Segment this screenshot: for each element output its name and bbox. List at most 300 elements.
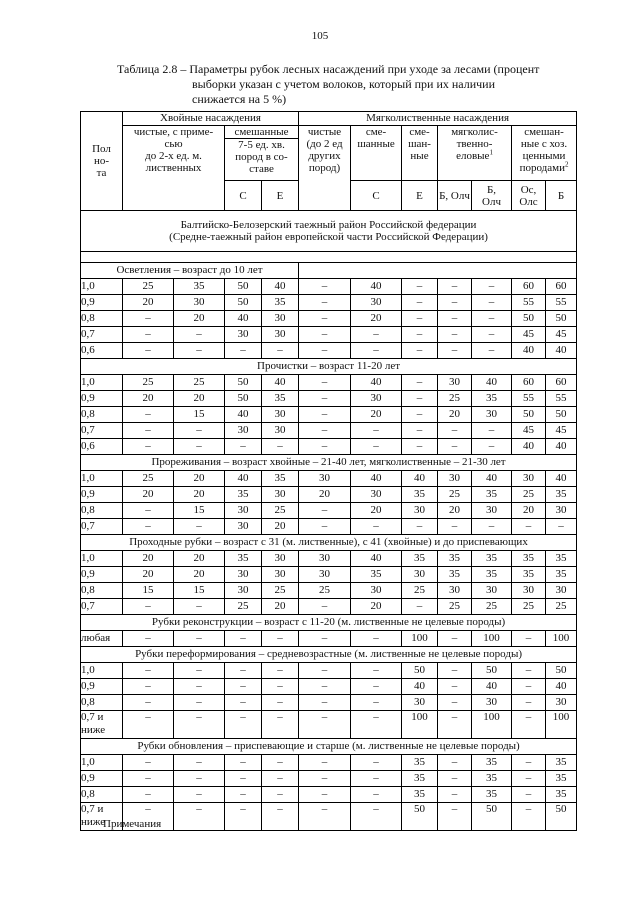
value-cell: – xyxy=(225,343,262,359)
value-cell: – xyxy=(262,803,299,831)
value-cell: 35 xyxy=(472,487,512,503)
value-cell: 30 xyxy=(174,295,225,311)
value-cell: – xyxy=(512,663,546,679)
value-cell: 30 xyxy=(299,471,351,487)
spacer-row xyxy=(81,252,577,263)
table-row xyxy=(81,279,577,295)
polnota-cell: 1,0 xyxy=(81,551,123,567)
value-cell: 60 xyxy=(512,375,546,391)
value-cell: 20 xyxy=(299,487,351,503)
value-cell: – xyxy=(438,755,472,771)
notes-label: Примечания xyxy=(103,818,162,830)
header-coniferous-pure: чистые, с приме- сью до 2-х ед. м. лиственных xyxy=(123,126,225,211)
value-cell: – xyxy=(225,439,262,455)
value-cell: 40 xyxy=(402,471,438,487)
value-cell: – xyxy=(225,771,262,787)
footnote-mark-2: 2 xyxy=(564,160,569,169)
value-cell: – xyxy=(262,771,299,787)
value-cell: 40 xyxy=(546,439,577,455)
value-cell: 50 xyxy=(225,295,262,311)
table-row xyxy=(81,711,577,739)
table-row xyxy=(81,391,577,407)
value-cell: 30 xyxy=(225,567,262,583)
value-cell: – xyxy=(299,439,351,455)
value-cell: – xyxy=(225,679,262,695)
value-cell: 35 xyxy=(546,787,577,803)
header-softwood: Мягколиственные насаждения xyxy=(299,112,577,126)
value-cell: – xyxy=(438,663,472,679)
value-cell: 25 xyxy=(512,599,546,615)
header-species-1: Е xyxy=(262,181,299,211)
header-softwood-spruce-label: мягколис- твенно- еловые xyxy=(451,126,498,162)
value-cell: 30 xyxy=(438,583,472,599)
value-cell: – xyxy=(299,327,351,343)
value-cell: 40 xyxy=(262,279,299,295)
value-cell: 40 xyxy=(512,439,546,455)
value-cell: – xyxy=(472,423,512,439)
value-cell: 30 xyxy=(299,567,351,583)
value-cell: 50 xyxy=(225,375,262,391)
value-cell: – xyxy=(472,519,512,535)
value-cell: – xyxy=(299,375,351,391)
value-cell: 50 xyxy=(402,663,438,679)
table-caption xyxy=(117,62,577,107)
value-cell: – xyxy=(546,519,577,535)
table-row xyxy=(81,327,577,343)
value-cell: 30 xyxy=(225,583,262,599)
value-cell: – xyxy=(351,439,402,455)
value-cell: – xyxy=(402,375,438,391)
value-cell: 35 xyxy=(402,787,438,803)
value-cell: – xyxy=(262,755,299,771)
value-cell: – xyxy=(262,439,299,455)
value-cell: – xyxy=(351,519,402,535)
value-cell: 30 xyxy=(351,295,402,311)
value-cell: 30 xyxy=(402,503,438,519)
value-cell: – xyxy=(438,343,472,359)
table-row xyxy=(81,755,577,771)
value-cell: – xyxy=(262,343,299,359)
table-row xyxy=(81,679,577,695)
value-cell: 35 xyxy=(472,787,512,803)
value-cell: – xyxy=(402,311,438,327)
value-cell: – xyxy=(438,803,472,831)
value-cell: – xyxy=(262,663,299,679)
value-cell: 100 xyxy=(546,711,577,739)
value-cell: 40 xyxy=(472,471,512,487)
value-cell: – xyxy=(438,711,472,739)
value-cell: – xyxy=(123,407,174,423)
value-cell: – xyxy=(174,423,225,439)
value-cell: 35 xyxy=(512,551,546,567)
section-title: Рубки переформирования – средневозрастные (м. лиственные не целевые породы) xyxy=(81,647,577,663)
table-row xyxy=(81,695,577,711)
value-cell: 50 xyxy=(225,391,262,407)
value-cell: – xyxy=(123,503,174,519)
value-cell: 30 xyxy=(262,567,299,583)
value-cell: – xyxy=(123,423,174,439)
value-cell: – xyxy=(512,803,546,831)
section-title-blank xyxy=(299,263,577,279)
value-cell: 20 xyxy=(123,391,174,407)
value-cell: 40 xyxy=(546,679,577,695)
header-softwood-valuable-label: смешан- ные с хоз. ценными породами xyxy=(519,126,568,174)
value-cell: – xyxy=(472,279,512,295)
value-cell: – xyxy=(262,679,299,695)
header-softwood-pure: чистые (до 2 ед других пород) xyxy=(299,126,351,211)
value-cell: – xyxy=(512,519,546,535)
value-cell: 30 xyxy=(438,375,472,391)
value-cell: 30 xyxy=(262,487,299,503)
polnota-cell: 0,6 xyxy=(81,439,123,455)
value-cell: – xyxy=(299,503,351,519)
value-cell: 20 xyxy=(438,407,472,423)
value-cell: – xyxy=(299,663,351,679)
value-cell: 50 xyxy=(402,803,438,831)
value-cell: 30 xyxy=(262,407,299,423)
value-cell: – xyxy=(174,787,225,803)
value-cell: – xyxy=(438,311,472,327)
value-cell: 25 xyxy=(512,487,546,503)
section-title: Рубки реконструкции – возраст с 11-20 (м. лиственные не целевые породы) xyxy=(81,615,577,631)
header-species-4: Б, Олч xyxy=(438,181,472,211)
value-cell: – xyxy=(299,771,351,787)
value-cell: – xyxy=(123,755,174,771)
value-cell: – xyxy=(438,631,472,647)
value-cell: 50 xyxy=(512,311,546,327)
value-cell: – xyxy=(402,599,438,615)
value-cell: – xyxy=(174,663,225,679)
value-cell: – xyxy=(438,771,472,787)
table-row xyxy=(81,439,577,455)
table-row xyxy=(81,567,577,583)
value-cell: – xyxy=(299,711,351,739)
table-row xyxy=(81,663,577,679)
value-cell: 60 xyxy=(546,375,577,391)
value-cell: – xyxy=(402,407,438,423)
value-cell: 20 xyxy=(174,567,225,583)
table-row xyxy=(81,471,577,487)
table-row xyxy=(81,599,577,615)
value-cell: 30 xyxy=(472,407,512,423)
value-cell: 20 xyxy=(123,567,174,583)
value-cell: 30 xyxy=(351,487,402,503)
value-cell: 40 xyxy=(351,375,402,391)
value-cell: 55 xyxy=(512,391,546,407)
value-cell: 35 xyxy=(402,755,438,771)
value-cell: 30 xyxy=(351,391,402,407)
value-cell: 35 xyxy=(546,551,577,567)
value-cell: 40 xyxy=(546,471,577,487)
section-title: Проходные рубки – возраст с 31 (м. лиственные), с 41 (хвойные) и до приспевающих xyxy=(81,535,577,551)
value-cell: 25 xyxy=(225,599,262,615)
polnota-cell: 1,0 xyxy=(81,663,123,679)
table-row xyxy=(81,631,577,647)
value-cell: 40 xyxy=(512,343,546,359)
value-cell: 30 xyxy=(262,311,299,327)
polnota-cell: 0,9 xyxy=(81,679,123,695)
value-cell: 30 xyxy=(472,695,512,711)
table-row xyxy=(81,583,577,599)
value-cell: 100 xyxy=(402,631,438,647)
caption-line-3: снижается на 5 %) xyxy=(192,92,287,106)
header-species-6: Ос, Олс xyxy=(512,181,546,211)
value-cell: – xyxy=(402,279,438,295)
polnota-cell: любая xyxy=(81,631,123,647)
value-cell: – xyxy=(472,327,512,343)
value-cell: 25 xyxy=(402,583,438,599)
value-cell: 35 xyxy=(174,279,225,295)
value-cell: 30 xyxy=(546,695,577,711)
polnota-cell: 0,9 xyxy=(81,567,123,583)
value-cell: 40 xyxy=(351,471,402,487)
value-cell: – xyxy=(438,423,472,439)
value-cell: – xyxy=(351,663,402,679)
value-cell: – xyxy=(299,519,351,535)
table-row xyxy=(81,407,577,423)
value-cell: – xyxy=(402,519,438,535)
value-cell: – xyxy=(174,519,225,535)
value-cell: 45 xyxy=(512,423,546,439)
value-cell: – xyxy=(299,599,351,615)
polnota-cell: 0,7 xyxy=(81,599,123,615)
value-cell: – xyxy=(299,295,351,311)
value-cell: 20 xyxy=(174,391,225,407)
value-cell: 20 xyxy=(351,599,402,615)
value-cell: 35 xyxy=(546,487,577,503)
value-cell: – xyxy=(299,279,351,295)
value-cell: 100 xyxy=(472,631,512,647)
value-cell: – xyxy=(299,679,351,695)
value-cell: 50 xyxy=(546,803,577,831)
value-cell: 30 xyxy=(262,551,299,567)
value-cell: 20 xyxy=(262,519,299,535)
table-row xyxy=(81,343,577,359)
value-cell: – xyxy=(123,679,174,695)
value-cell: 25 xyxy=(438,487,472,503)
value-cell: 15 xyxy=(123,583,174,599)
value-cell: – xyxy=(225,695,262,711)
header-species-7: Б xyxy=(546,181,577,211)
value-cell: – xyxy=(225,787,262,803)
value-cell: – xyxy=(123,787,174,803)
table-row xyxy=(81,551,577,567)
value-cell: – xyxy=(351,327,402,343)
value-cell: 45 xyxy=(546,423,577,439)
value-cell: – xyxy=(402,391,438,407)
value-cell: – xyxy=(299,755,351,771)
value-cell: – xyxy=(512,711,546,739)
polnota-cell: 0,9 xyxy=(81,771,123,787)
value-cell: – xyxy=(438,439,472,455)
value-cell: – xyxy=(299,311,351,327)
value-cell: 35 xyxy=(472,771,512,787)
value-cell: 25 xyxy=(174,375,225,391)
value-cell: 30 xyxy=(438,471,472,487)
value-cell: 20 xyxy=(123,487,174,503)
value-cell: – xyxy=(472,311,512,327)
value-cell: – xyxy=(299,423,351,439)
value-cell: – xyxy=(299,695,351,711)
value-cell: 45 xyxy=(546,327,577,343)
value-cell: 40 xyxy=(472,679,512,695)
header-species-5: Б, Олч xyxy=(472,181,512,211)
value-cell: – xyxy=(123,327,174,343)
value-cell: 15 xyxy=(174,583,225,599)
value-cell: 20 xyxy=(351,503,402,519)
value-cell: – xyxy=(351,695,402,711)
polnota-cell: 0,6 xyxy=(81,343,123,359)
value-cell: – xyxy=(123,631,174,647)
value-cell: 20 xyxy=(262,599,299,615)
polnota-cell: 0,7 xyxy=(81,327,123,343)
value-cell: – xyxy=(225,803,262,831)
caption-line-1: Таблица 2.8 – Параметры рубок лесных насаждений при уходе за лесами (процент xyxy=(117,62,540,76)
value-cell: – xyxy=(512,631,546,647)
value-cell: 20 xyxy=(123,295,174,311)
value-cell: – xyxy=(123,311,174,327)
value-cell: 30 xyxy=(402,695,438,711)
value-cell: 35 xyxy=(262,471,299,487)
footnote-mark-1: 1 xyxy=(489,148,493,157)
value-cell: – xyxy=(299,391,351,407)
value-cell: – xyxy=(123,343,174,359)
polnota-cell: 0,8 xyxy=(81,407,123,423)
value-cell: 30 xyxy=(299,551,351,567)
value-cell: 20 xyxy=(174,311,225,327)
value-cell: 25 xyxy=(546,599,577,615)
value-cell: 25 xyxy=(262,503,299,519)
value-cell: – xyxy=(351,679,402,695)
header-species-2: С xyxy=(351,181,402,211)
header-coniferous: Хвойные насаждения xyxy=(123,112,299,126)
table-row xyxy=(81,311,577,327)
value-cell: – xyxy=(351,711,402,739)
value-cell: – xyxy=(472,343,512,359)
value-cell: – xyxy=(299,343,351,359)
value-cell: 30 xyxy=(225,519,262,535)
value-cell: 35 xyxy=(402,487,438,503)
value-cell: 20 xyxy=(174,551,225,567)
value-cell: – xyxy=(351,343,402,359)
value-cell: – xyxy=(438,295,472,311)
caption-line-2: выборки указан с учетом волоков, который при их наличии xyxy=(192,77,496,91)
value-cell: 35 xyxy=(402,771,438,787)
header-species-0: С xyxy=(225,181,262,211)
value-cell: 20 xyxy=(438,503,472,519)
value-cell: 30 xyxy=(402,567,438,583)
value-cell: – xyxy=(262,711,299,739)
value-cell: – xyxy=(174,711,225,739)
value-cell: 35 xyxy=(438,551,472,567)
value-cell: – xyxy=(299,631,351,647)
value-cell: 30 xyxy=(512,583,546,599)
page-number: 105 xyxy=(311,30,329,42)
value-cell: 40 xyxy=(472,375,512,391)
polnota-cell: 0,8 xyxy=(81,583,123,599)
value-cell: – xyxy=(262,787,299,803)
value-cell: 25 xyxy=(123,279,174,295)
table-row xyxy=(81,375,577,391)
value-cell: – xyxy=(512,695,546,711)
value-cell: 50 xyxy=(512,407,546,423)
value-cell: 40 xyxy=(225,407,262,423)
table-row xyxy=(81,487,577,503)
value-cell: 35 xyxy=(546,771,577,787)
value-cell: 20 xyxy=(351,311,402,327)
value-cell: – xyxy=(123,803,174,831)
section-title: Рубки обновления – приспевающие и старше (м. лиственные не целевые породы) xyxy=(81,739,577,755)
value-cell: – xyxy=(472,295,512,311)
region-title: Балтийско-Белозерский таежный район Российской федерации (Средне-таежный район европейской части Российской Федерации) xyxy=(81,211,577,252)
table-row xyxy=(81,503,577,519)
header-softwood-spruce xyxy=(438,126,512,181)
section-title: Прочистки – возраст 11-20 лет xyxy=(81,359,577,375)
value-cell: – xyxy=(174,755,225,771)
value-cell: – xyxy=(351,787,402,803)
header-softwood-valuable xyxy=(512,126,577,181)
value-cell: – xyxy=(123,771,174,787)
header-softwood-mixed-2: сме- шан- ные xyxy=(402,126,438,181)
value-cell: – xyxy=(262,631,299,647)
table-row xyxy=(81,519,577,535)
value-cell: – xyxy=(174,803,225,831)
value-cell: 25 xyxy=(123,375,174,391)
value-cell: 40 xyxy=(402,679,438,695)
value-cell: – xyxy=(174,439,225,455)
polnota-cell: 1,0 xyxy=(81,279,123,295)
value-cell: – xyxy=(123,519,174,535)
polnota-cell: 1,0 xyxy=(81,755,123,771)
value-cell: – xyxy=(299,407,351,423)
value-cell: 50 xyxy=(472,663,512,679)
value-cell: 40 xyxy=(351,279,402,295)
value-cell: 30 xyxy=(472,583,512,599)
table-row xyxy=(81,423,577,439)
table-row xyxy=(81,787,577,803)
value-cell: 50 xyxy=(225,279,262,295)
value-cell: 50 xyxy=(546,663,577,679)
value-cell: – xyxy=(351,803,402,831)
value-cell: – xyxy=(225,631,262,647)
value-cell: – xyxy=(438,279,472,295)
value-cell: 35 xyxy=(546,755,577,771)
polnota-cell: 0,9 xyxy=(81,295,123,311)
value-cell: – xyxy=(438,695,472,711)
value-cell: 20 xyxy=(174,487,225,503)
value-cell: 60 xyxy=(546,279,577,295)
cutting-parameters-table xyxy=(80,111,577,831)
value-cell: – xyxy=(123,711,174,739)
value-cell: 35 xyxy=(262,391,299,407)
value-cell: 30 xyxy=(472,503,512,519)
value-cell: – xyxy=(174,343,225,359)
value-cell: 20 xyxy=(351,407,402,423)
polnota-cell: 1,0 xyxy=(81,471,123,487)
value-cell: – xyxy=(351,423,402,439)
value-cell: – xyxy=(262,695,299,711)
value-cell: 30 xyxy=(225,503,262,519)
value-cell: – xyxy=(174,679,225,695)
value-cell: – xyxy=(123,695,174,711)
value-cell: – xyxy=(402,439,438,455)
value-cell: – xyxy=(174,599,225,615)
value-cell: 50 xyxy=(472,803,512,831)
value-cell: 25 xyxy=(123,471,174,487)
header-polnota: Пол но- та xyxy=(81,112,123,211)
polnota-cell: 1,0 xyxy=(81,375,123,391)
value-cell: – xyxy=(512,679,546,695)
